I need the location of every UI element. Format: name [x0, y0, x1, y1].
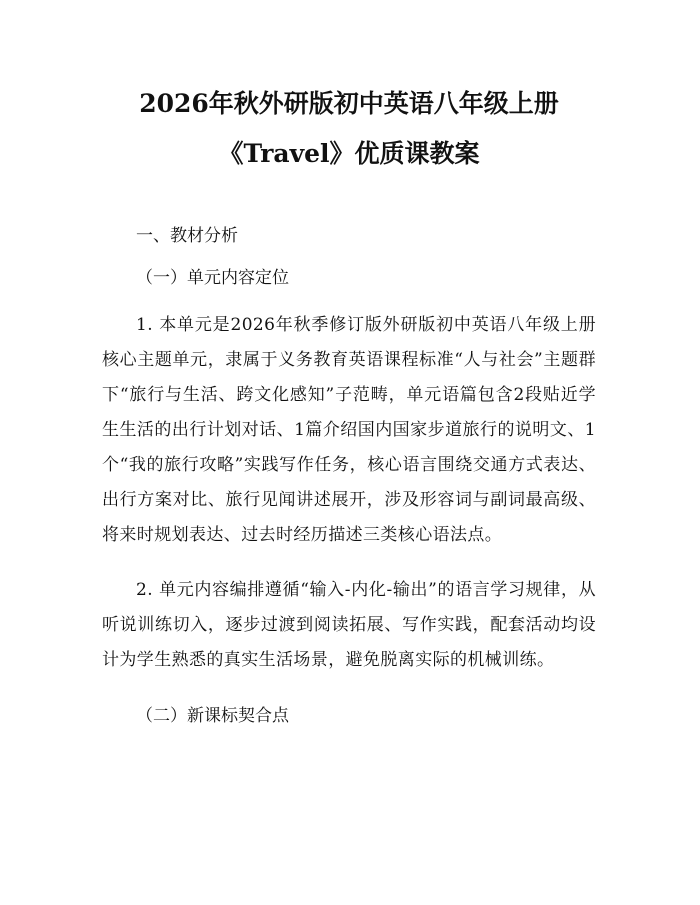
paragraph-unit-overview: 1. 本单元是2026年秋季修订版外研版初中英语八年级上册核心主题单元，隶属于义务教育英语课程标准“人与社会”主题群下“旅行与生活、跨文化感知”子范畴，单元语篇包含2段贴近学生生活的出行计划对话、1篇介绍国内国家步道旅行的说明文、1个“我的旅行攻略”实践写作任务，核心语言围绕交通方式表达、出行方案对比、旅行见闻讲述展开，涉及形容词与副词最高级、将来时规划表达、过去时经历描述三类核心语法点。 — [102, 315, 596, 545]
document-title-line-1: 2026年秋外研版初中英语八年级上册 — [139, 89, 559, 118]
subsection-heading-curriculum-alignment: （二）新课标契合点 — [136, 706, 289, 726]
document-title-line-2: 《Travel》优质课教案 — [218, 139, 480, 168]
subsection-heading-unit-positioning: （一）单元内容定位 — [136, 268, 289, 288]
paragraph-content-arrangement: 2. 单元内容编排遵循“输入-内化-输出”的语言学习规律，从听说训练切入，逐步过渡到阅读拓展、写作实践，配套活动均设计为学生熟悉的真实生活场景，避免脱离实际的机械训练。 — [102, 580, 596, 670]
section-heading-textbook-analysis: 一、教材分析 — [136, 226, 238, 246]
